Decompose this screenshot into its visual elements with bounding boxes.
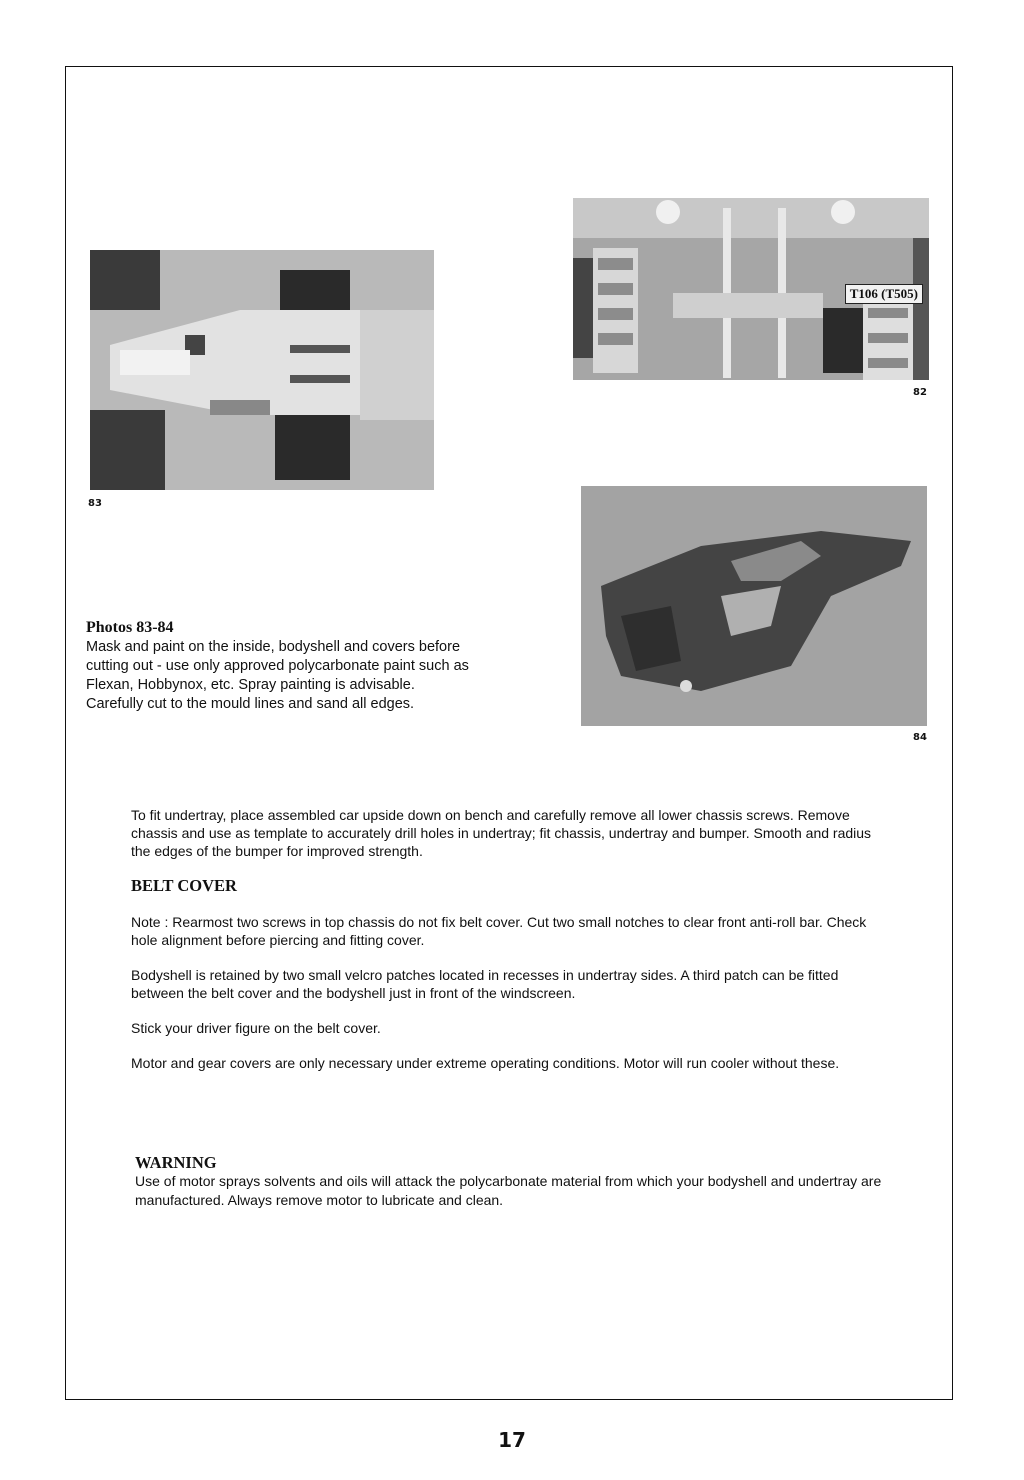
- figure-number-83: 83: [88, 498, 102, 509]
- paragraph: Stick your driver figure on the belt cover.: [131, 1020, 381, 1036]
- paragraph: Bodyshell is retained by two small velcro patches located in recesses in undertray sides. A third patch can be fitted between the belt cover and the bodyshell just in front of the windscreen.: [131, 967, 839, 1001]
- paragraph: Motor and gear covers are only necessary under extreme operating conditions. Motor will run cooler without these.: [131, 1055, 840, 1071]
- paragraph: Note : Rearmost two screws in top chassis do not fix belt cover. Cut two small notches to clear front anti-roll bar. Check hole alignment before piercing and fitting cover.: [131, 914, 867, 948]
- belt-cover-heading: BELT COVER: [131, 876, 237, 895]
- photo-84-bodyshell: [581, 486, 927, 726]
- warning-text: Use of motor sprays solvents and oils will attack the polycarbonate material from which your bodyshell and undertray are manufactured. Always remove motor to lubricate and clean.: [135, 1173, 882, 1208]
- intro-paragraph: To fit undertray, place assembled car upside down on bench and carefully remove all lower chassis screws. Remove chassis and use as template to accurately drill holes in undertray; fit chassis, undertray and bumper. Smooth and radius the edges of the bumper for improved strength.: [131, 807, 872, 859]
- callout-label: T106 (T505): [845, 284, 923, 304]
- body-text: [131, 806, 883, 1089]
- caption-text: Mask and paint on the inside, bodyshell and covers before cutting out - use only approved polycarbonate paint such as Flexan, Hobbynox, etc. Spray painting is advisable. Carefully cut to the mould lines and sand all edges.: [86, 639, 469, 712]
- warning-block: [135, 1153, 887, 1210]
- page-number: 17: [498, 1428, 526, 1452]
- caption-title: Photos 83-84: [86, 619, 174, 636]
- photo-83-car-underside: [90, 250, 434, 490]
- photo-82-chassis-closeup: [573, 198, 929, 380]
- figure-number-84: 84: [913, 732, 927, 743]
- warning-heading: WARNING: [135, 1153, 217, 1172]
- photo-caption: [86, 618, 471, 714]
- figure-number-82: 82: [913, 387, 927, 398]
